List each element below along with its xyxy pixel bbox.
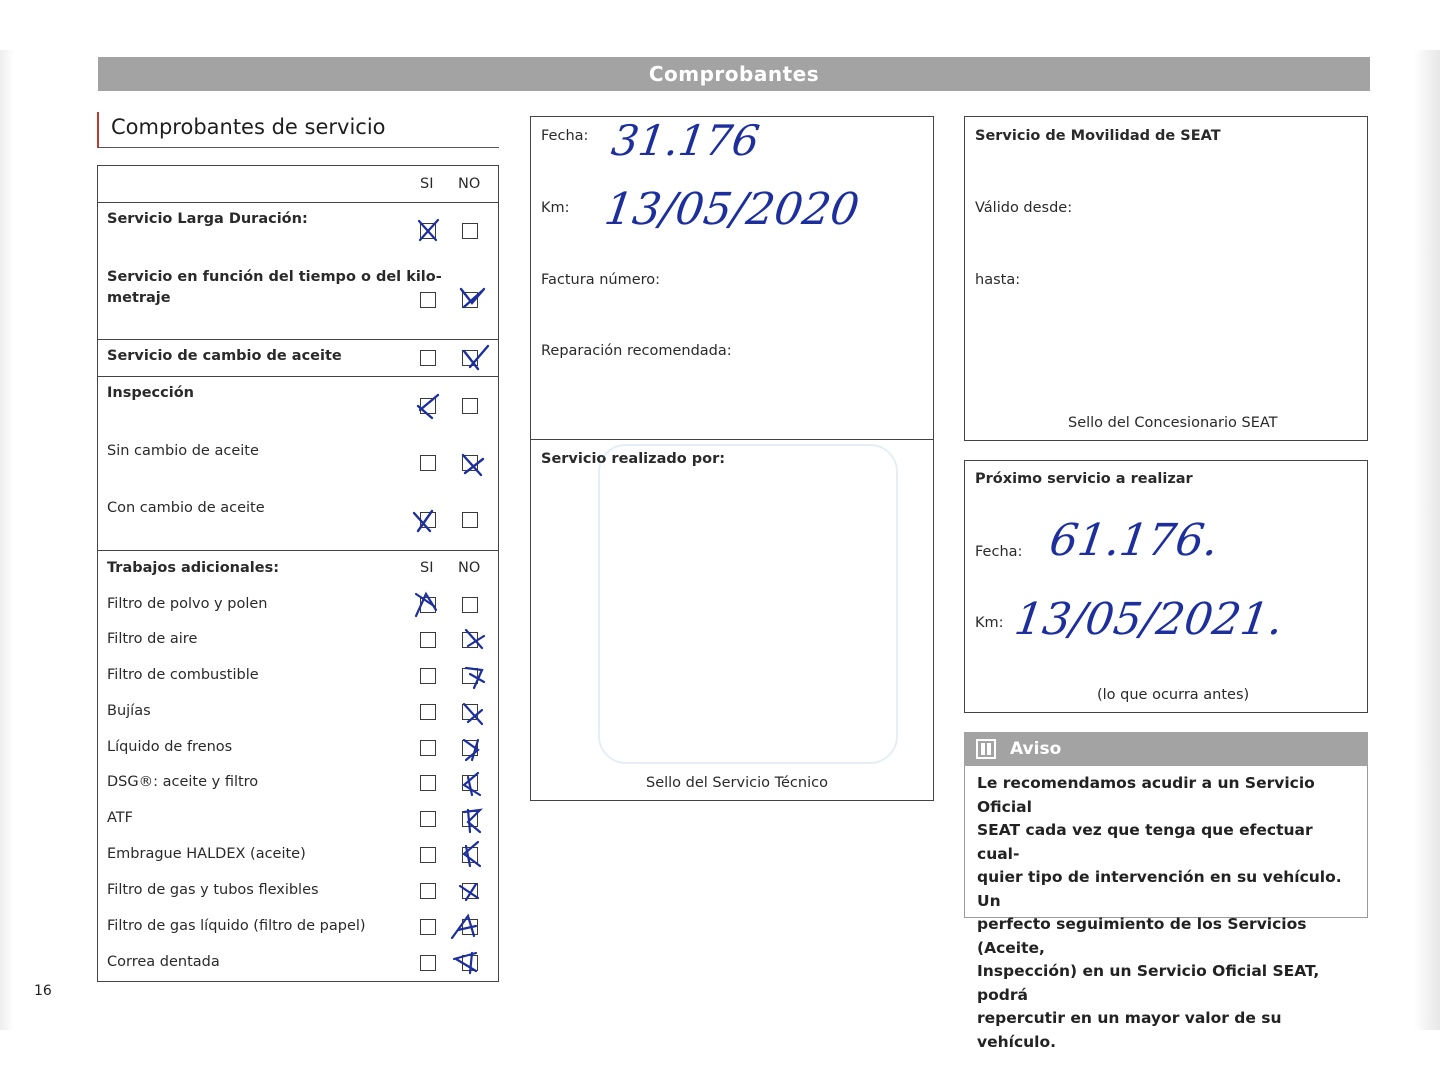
checkbox-si-extra-4[interactable] [420, 704, 436, 720]
notice-line: Le recomendamos acudir a un Servicio Oficial [977, 774, 1315, 816]
extra-correa-dentada: Correa dentada [107, 954, 220, 970]
checklist-box [97, 165, 499, 982]
checkbox-si-extra-6[interactable] [420, 775, 436, 791]
page-edge-right [1414, 50, 1440, 1030]
mobility-box [964, 116, 1368, 441]
handwritten-check-mark [460, 700, 488, 728]
km-label: Km: [541, 200, 570, 216]
divider [98, 550, 498, 551]
extras-title: Trabajos adicionales: [107, 560, 280, 576]
next-km-label: Km: [975, 615, 1004, 631]
item-inspeccion: Inspección [107, 385, 195, 401]
checkbox-si-sin-cambio[interactable] [420, 455, 436, 471]
next-service-title: Próximo servicio a realizar [975, 471, 1193, 487]
section-title: Comprobantes de servicio [97, 112, 499, 148]
checkbox-si-aceite[interactable] [420, 350, 436, 366]
extra-filtro-polvo: Filtro de polvo y polen [107, 596, 268, 612]
info-icon [976, 739, 996, 759]
checkbox-no-con-cambio[interactable] [462, 512, 478, 528]
faded-dealer-stamp [598, 444, 898, 764]
checkbox-no-inspeccion[interactable] [462, 398, 478, 414]
header-banner [98, 57, 1370, 91]
item-larga-duracion: Servicio Larga Duración: [107, 211, 308, 227]
notice-line: perfecto seguimiento de los Servicios (Aceite, [977, 915, 1307, 957]
extra-filtro-aire: Filtro de aire [107, 631, 198, 647]
extra-filtro-gas-liquido: Filtro de gas líquido (filtro de papel) [107, 918, 366, 934]
handwritten-fecha: 31.176 [608, 116, 763, 165]
notice-title: Aviso [1010, 739, 1062, 759]
divider [98, 202, 498, 203]
item-con-cambio: Con cambio de aceite [107, 500, 265, 516]
item-cambio-aceite: Servicio de cambio de aceite [107, 348, 342, 364]
reparacion-label: Reparación recomendada: [541, 343, 732, 359]
checkbox-si-extra-8[interactable] [420, 847, 436, 863]
extra-dsg: DSG®: aceite y filtro [107, 774, 259, 790]
handwritten-check-mark [450, 912, 478, 940]
notice-line: quier tipo de intervención en su vehículo. Un [977, 868, 1342, 910]
item-tiempo-kilometraje: Servicio en función del tiempo o del kilo- [107, 269, 442, 285]
realizado-label: Servicio realizado por: [541, 451, 726, 467]
notice-line: SEAT cada vez que tenga que efectuar cual- [977, 821, 1313, 863]
extra-atf: ATF [107, 810, 133, 826]
extras-si-label: SI [420, 560, 434, 576]
handwritten-check-mark [460, 662, 488, 690]
handwritten-check-mark [456, 878, 484, 906]
checkbox-si-extra-7[interactable] [420, 811, 436, 827]
page-number: 16 [34, 983, 52, 999]
page-edge-left [0, 50, 14, 1030]
sello-concesionario-label: Sello del Concesionario SEAT [1068, 415, 1278, 431]
handwritten-next-km: 13/05/2021. [1011, 594, 1287, 645]
checkbox-si-extra-3[interactable] [420, 668, 436, 684]
checkbox-si-extra-2[interactable] [420, 632, 436, 648]
item-sin-cambio: Sin cambio de aceite [107, 443, 259, 459]
extra-bujias: Bujías [107, 703, 151, 719]
checkbox-no-extra-1[interactable] [462, 597, 478, 613]
next-note: (lo que ocurra antes) [1097, 687, 1250, 703]
checkbox-si-extra-10[interactable] [420, 919, 436, 935]
handwritten-check-mark [458, 736, 486, 764]
handwritten-check-mark [460, 626, 488, 654]
handwritten-check-mark [414, 392, 442, 420]
handwritten-next-fecha: 61.176. [1046, 515, 1222, 566]
factura-label: Factura número: [541, 272, 661, 288]
hasta-label: hasta: [975, 272, 1021, 288]
checkbox-si-extra-9[interactable] [420, 883, 436, 899]
divider [98, 339, 498, 340]
next-fecha-label: Fecha: [975, 544, 1023, 560]
notice-line: repercutir en un mayor valor de su vehículo. [977, 1009, 1282, 1051]
notice-line: Inspección) en un Servicio Oficial SEAT, podrá [977, 962, 1320, 1004]
next-service-box [964, 460, 1368, 713]
mobility-title: Servicio de Movilidad de SEAT [975, 128, 1221, 144]
checkbox-si-extra-11[interactable] [420, 955, 436, 971]
handwritten-check-mark [458, 840, 486, 868]
header-title: Comprobantes [648, 62, 820, 86]
handwritten-check-mark [410, 507, 438, 535]
handwritten-check-mark [458, 285, 486, 313]
handwritten-km: 13/05/2020 [601, 184, 863, 235]
handwritten-check-mark [462, 343, 490, 371]
extra-filtro-combustible: Filtro de combustible [107, 667, 259, 683]
divider [531, 439, 933, 440]
extra-haldex: Embrague HALDEX (aceite) [107, 846, 306, 862]
checkbox-si-tiempo[interactable] [420, 292, 436, 308]
handwritten-check-mark [412, 590, 440, 618]
extra-filtro-gas: Filtro de gas y tubos flexibles [107, 882, 319, 898]
sello-servicio-label: Sello del Servicio Técnico [646, 775, 828, 791]
fecha-label: Fecha: [541, 128, 589, 144]
item-tiempo-kilometraje-cont: metraje [107, 290, 171, 306]
handwritten-check-mark [458, 769, 486, 797]
handwritten-check-mark [414, 216, 442, 244]
handwritten-check-mark [459, 451, 487, 479]
extra-liquido-frenos: Líquido de frenos [107, 739, 233, 755]
handwritten-check-mark [452, 949, 480, 977]
col-si-label: SI [420, 176, 434, 192]
checkbox-si-extra-5[interactable] [420, 740, 436, 756]
valido-label: Válido desde: [975, 200, 1073, 216]
notice-header [964, 732, 1368, 766]
divider [98, 376, 498, 377]
notice-body [964, 766, 1368, 1051]
extras-no-label: NO [458, 560, 481, 576]
handwritten-check-mark [458, 806, 486, 834]
checkbox-no-larga[interactable] [462, 223, 478, 239]
col-no-label: NO [458, 176, 481, 192]
